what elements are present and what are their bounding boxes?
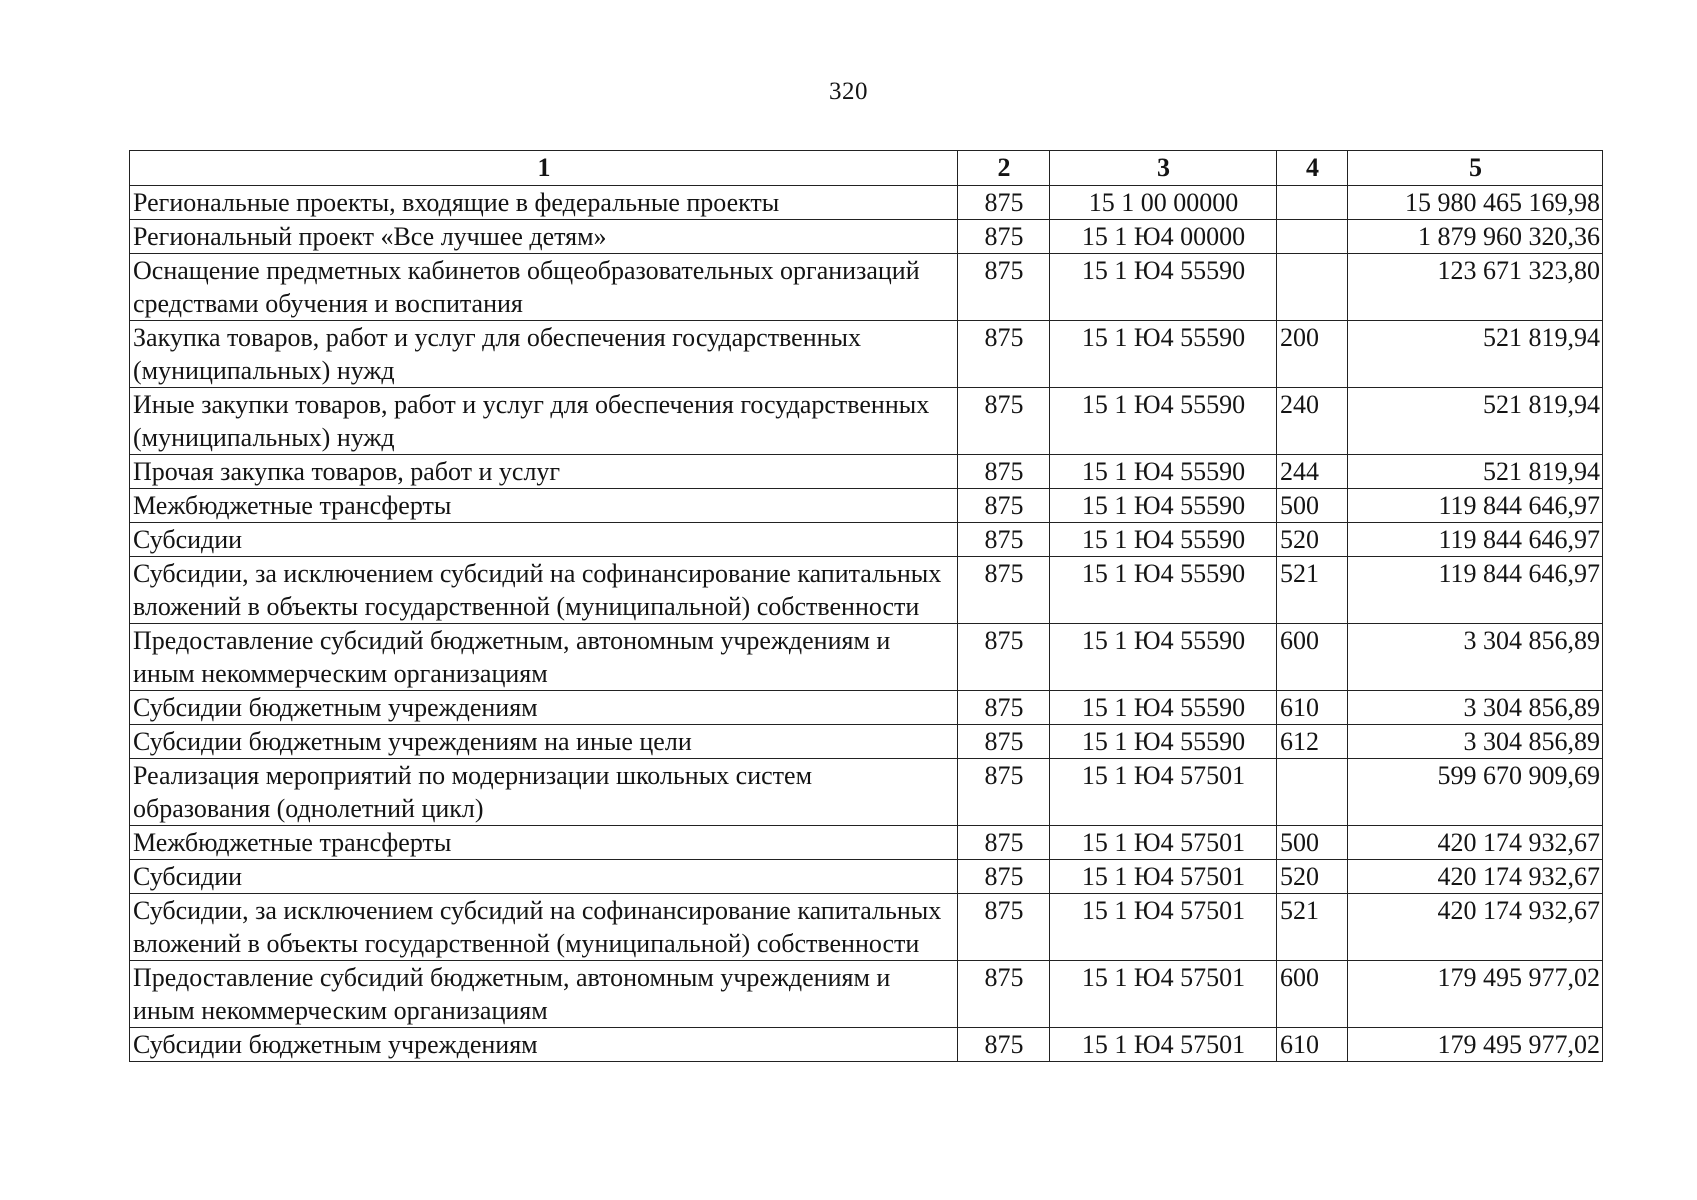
row-gr-cell: 875 (958, 321, 1050, 388)
row-amount-cell: 119 844 646,97 (1348, 557, 1603, 624)
row-code-cell: 15 1 Ю4 57501 (1050, 860, 1277, 894)
row-vr-cell: 610 (1277, 1028, 1348, 1062)
row-gr-cell: 875 (958, 961, 1050, 1028)
row-code-cell: 15 1 Ю4 55590 (1050, 388, 1277, 455)
row-amount-cell: 119 844 646,97 (1348, 489, 1603, 523)
column-header-1: 1 (130, 151, 958, 186)
table-row (130, 220, 1603, 254)
table-row (130, 691, 1603, 725)
row-gr-cell: 875 (958, 624, 1050, 691)
row-amount-cell: 521 819,94 (1348, 455, 1603, 489)
table-row (130, 894, 1603, 961)
row-amount-cell: 1 879 960 320,36 (1348, 220, 1603, 254)
row-code-cell: 15 1 Ю4 55590 (1050, 489, 1277, 523)
row-name-cell: Межбюджетные трансферты (130, 826, 958, 860)
row-amount-cell: 420 174 932,67 (1348, 894, 1603, 961)
row-vr-cell (1277, 759, 1348, 826)
row-code-cell: 15 1 00 00000 (1050, 186, 1277, 220)
row-name-cell: Субсидии бюджетным учреждениям (130, 1028, 958, 1062)
row-code-cell: 15 1 Ю4 57501 (1050, 961, 1277, 1028)
row-gr-cell: 875 (958, 860, 1050, 894)
row-amount-cell: 119 844 646,97 (1348, 523, 1603, 557)
table-row (130, 455, 1603, 489)
table-row (130, 254, 1603, 321)
row-vr-cell: 240 (1277, 388, 1348, 455)
row-vr-cell: 244 (1277, 455, 1348, 489)
row-name-cell: Реализация мероприятий по модернизации школьных систем образования (однолетний цикл) (130, 759, 958, 826)
row-amount-cell: 3 304 856,89 (1348, 624, 1603, 691)
row-amount-cell: 521 819,94 (1348, 321, 1603, 388)
table-row (130, 860, 1603, 894)
table-row (130, 1028, 1603, 1062)
row-code-cell: 15 1 Ю4 57501 (1050, 759, 1277, 826)
row-vr-cell: 612 (1277, 725, 1348, 759)
row-code-cell: 15 1 Ю4 00000 (1050, 220, 1277, 254)
table-row (130, 523, 1603, 557)
row-code-cell: 15 1 Ю4 57501 (1050, 894, 1277, 961)
row-name-cell: Субсидии бюджетным учреждениям на иные цели (130, 725, 958, 759)
row-vr-cell (1277, 254, 1348, 321)
column-header-3: 3 (1050, 151, 1277, 186)
table-row (130, 826, 1603, 860)
row-vr-cell: 200 (1277, 321, 1348, 388)
row-amount-cell: 420 174 932,67 (1348, 860, 1603, 894)
row-name-cell: Межбюджетные трансферты (130, 489, 958, 523)
row-vr-cell: 520 (1277, 860, 1348, 894)
row-amount-cell: 521 819,94 (1348, 388, 1603, 455)
row-name-cell: Предоставление субсидий бюджетным, автономным учреждениям и иным некоммерческим организациям (130, 961, 958, 1028)
table-row (130, 489, 1603, 523)
row-code-cell: 15 1 Ю4 55590 (1050, 624, 1277, 691)
column-header-4: 4 (1277, 151, 1348, 186)
row-gr-cell: 875 (958, 725, 1050, 759)
row-vr-cell: 500 (1277, 826, 1348, 860)
row-gr-cell: 875 (958, 254, 1050, 321)
row-gr-cell: 875 (958, 489, 1050, 523)
column-header-2: 2 (958, 151, 1050, 186)
table-row (130, 725, 1603, 759)
row-code-cell: 15 1 Ю4 55590 (1050, 725, 1277, 759)
table-row (130, 557, 1603, 624)
row-gr-cell: 875 (958, 826, 1050, 860)
row-code-cell: 15 1 Ю4 55590 (1050, 557, 1277, 624)
row-name-cell: Субсидии, за исключением субсидий на софинансирование капитальных вложений в объекты государственной (муниципальной) собственности (130, 894, 958, 961)
row-amount-cell: 420 174 932,67 (1348, 826, 1603, 860)
row-amount-cell: 179 495 977,02 (1348, 1028, 1603, 1062)
row-name-cell: Субсидии (130, 860, 958, 894)
row-gr-cell: 875 (958, 455, 1050, 489)
row-gr-cell: 875 (958, 220, 1050, 254)
row-amount-cell: 3 304 856,89 (1348, 725, 1603, 759)
table-row (130, 759, 1603, 826)
row-name-cell: Субсидии бюджетным учреждениям (130, 691, 958, 725)
row-vr-cell: 520 (1277, 523, 1348, 557)
row-name-cell: Иные закупки товаров, работ и услуг для обеспечения государственных (муниципальных) нужд (130, 388, 958, 455)
row-amount-cell: 15 980 465 169,98 (1348, 186, 1603, 220)
row-amount-cell: 599 670 909,69 (1348, 759, 1603, 826)
row-name-cell: Оснащение предметных кабинетов общеобразовательных организаций средствами обучения и воспитания (130, 254, 958, 321)
header-row (130, 151, 1603, 186)
row-gr-cell: 875 (958, 186, 1050, 220)
row-amount-cell: 123 671 323,80 (1348, 254, 1603, 321)
row-name-cell: Региональный проект «Все лучшее детям» (130, 220, 958, 254)
row-gr-cell: 875 (958, 759, 1050, 826)
row-vr-cell (1277, 186, 1348, 220)
row-code-cell: 15 1 Ю4 55590 (1050, 691, 1277, 725)
table-row (130, 624, 1603, 691)
row-amount-cell: 3 304 856,89 (1348, 691, 1603, 725)
row-vr-cell: 500 (1277, 489, 1348, 523)
row-name-cell: Субсидии, за исключением субсидий на софинансирование капитальных вложений в объекты государственной (муниципальной) собственности (130, 557, 958, 624)
row-name-cell: Прочая закупка товаров, работ и услуг (130, 455, 958, 489)
row-code-cell: 15 1 Ю4 55590 (1050, 254, 1277, 321)
column-header-5: 5 (1348, 151, 1603, 186)
row-name-cell: Закупка товаров, работ и услуг для обеспечения государственных (муниципальных) нужд (130, 321, 958, 388)
row-vr-cell: 600 (1277, 961, 1348, 1028)
row-vr-cell: 521 (1277, 894, 1348, 961)
table-row (130, 321, 1603, 388)
page-number: 320 (829, 78, 868, 105)
row-vr-cell: 610 (1277, 691, 1348, 725)
row-gr-cell: 875 (958, 691, 1050, 725)
table-row (130, 961, 1603, 1028)
row-gr-cell: 875 (958, 557, 1050, 624)
row-code-cell: 15 1 Ю4 57501 (1050, 826, 1277, 860)
table-body (130, 186, 1603, 1062)
budget-table (129, 150, 1603, 1062)
row-code-cell: 15 1 Ю4 55590 (1050, 455, 1277, 489)
row-gr-cell: 875 (958, 388, 1050, 455)
row-amount-cell: 179 495 977,02 (1348, 961, 1603, 1028)
row-name-cell: Предоставление субсидий бюджетным, автономным учреждениям и иным некоммерческим организациям (130, 624, 958, 691)
row-vr-cell: 600 (1277, 624, 1348, 691)
row-gr-cell: 875 (958, 894, 1050, 961)
row-code-cell: 15 1 Ю4 57501 (1050, 1028, 1277, 1062)
row-name-cell: Субсидии (130, 523, 958, 557)
row-vr-cell (1277, 220, 1348, 254)
row-name-cell: Региональные проекты, входящие в федеральные проекты (130, 186, 958, 220)
row-gr-cell: 875 (958, 523, 1050, 557)
row-gr-cell: 875 (958, 1028, 1050, 1062)
table-row (130, 388, 1603, 455)
row-code-cell: 15 1 Ю4 55590 (1050, 523, 1277, 557)
table-row (130, 186, 1603, 220)
row-code-cell: 15 1 Ю4 55590 (1050, 321, 1277, 388)
row-vr-cell: 521 (1277, 557, 1348, 624)
